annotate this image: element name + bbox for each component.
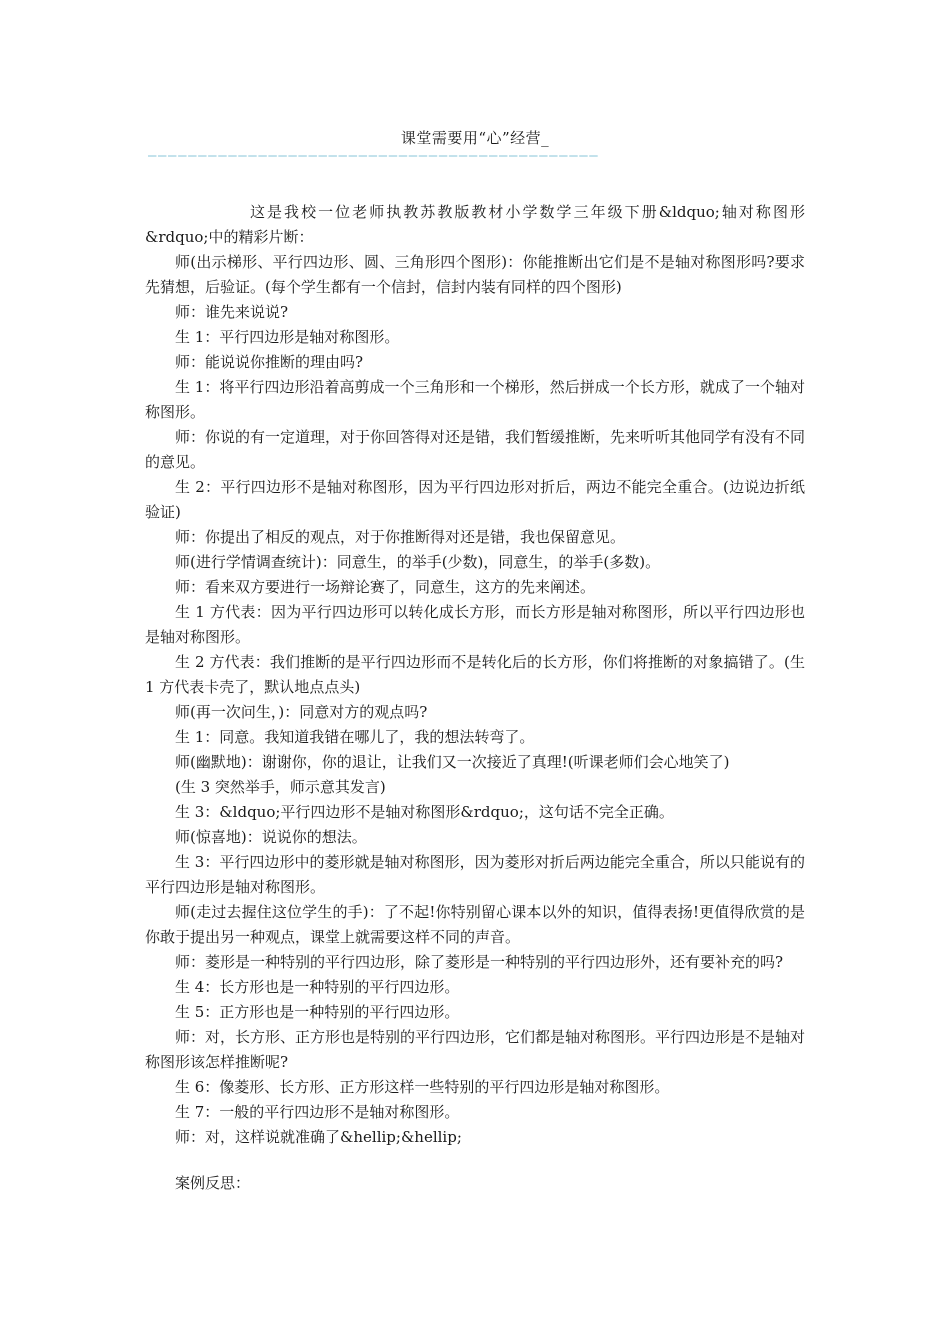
title-underline: ————————————————————————————————————————————— (148, 150, 600, 162)
paragraph: 师：你提出了相反的观点，对于你推断得对还是错，我也保留意见。 (175, 528, 626, 546)
paragraph: 生 2 方代表：我们推断的是平行四边形而不是转化后的长方形，你们将推断的对象搞错了。(生 1 方代表卡壳了，默认地点点头) (145, 653, 805, 696)
paragraph: 师(进行学情调查统计)：同意生，的举手(少数)，同意生，的举手(多数)。 (175, 553, 661, 571)
paragraph: 师：能说说你推断的理由吗? (175, 353, 364, 371)
document-body (145, 200, 805, 1196)
paragraph: 师：谁先来说说? (175, 303, 289, 321)
paragraph: 生 1：平行四边形是轴对称图形。 (175, 328, 400, 346)
paragraph: 师：你说的有一定道理，对于你回答得对还是错，我们暂缓推断，先来听听其他同学有没有不同的意见。 (145, 428, 806, 471)
paragraph: 生 3：&ldquo;平行四边形不是轴对称图形&rdquo;，这句话不完全正确。 (175, 803, 674, 821)
paragraph: 师(再一次问生，)：同意对方的观点吗? (175, 703, 428, 721)
paragraph: 师(幽默地)：谢谢你，你的退让，让我们又一次接近了真理!(听课老师们会心地笑了) (175, 753, 730, 771)
paragraph: 师：看来双方要进行一场辩论赛了，同意生，这方的先来阐述。 (175, 578, 596, 596)
paragraph: 生 6：像菱形、长方形、正方形这样一些特别的平行四边形是轴对称图形。 (175, 1078, 670, 1096)
paragraph: 生 3：平行四边形中的菱形就是轴对称图形，因为菱形对折后两边能完全重合，所以只能说有的平行四边形是轴对称图形。 (145, 853, 805, 896)
page-title: 课堂需要用“心”经营_ (400, 129, 550, 147)
paragraph: 生 2：平行四边形不是轴对称图形，因为平行四边形对折后，两边不能完全重合。(边说边折纸验证) (145, 478, 805, 521)
paragraph: 师：对，这样说就准确了&hellip;&hellip; (175, 1128, 462, 1146)
paragraph: 生 7：一般的平行四边形不是轴对称图形。 (175, 1103, 460, 1121)
paragraph: 生 1 方代表：因为平行四边形可以转化成长方形，而长方形是轴对称图形，所以平行四边形也是轴对称图形。 (145, 603, 805, 646)
paragraph: 生 4：长方形也是一种特别的平行四边形。 (175, 978, 460, 996)
paragraph: 师：对，长方形、正方形也是特别的平行四边形，它们都是轴对称图形。平行四边形是不是轴对称图形该怎样推断呢? (145, 1028, 806, 1071)
paragraph: 师(出示梯形、平行四边形、圆、三角形四个图形)：你能推断出它们是不是轴对称图形吗?要求先猜想，后验证。(每个学生都有一个信封，信封内装有同样的四个图形) (145, 253, 805, 296)
paragraph: 师(走过去握住这位学生的手)：了不起!你特别留心课本以外的知识，值得表扬!更值得欣赏的是你敢于提出另一种观点，课堂上就需要这样不同的声音。 (145, 903, 805, 946)
paragraph: (生 3 突然举手，师示意其发言) (175, 778, 386, 796)
paragraph: 这是我校一位老师执教苏教版教材小学数学三年级下册&ldquo;轴对称图形&rdquo;中的精彩片断： (145, 203, 805, 246)
paragraph: 生 5：正方形也是一种特别的平行四边形。 (175, 1003, 460, 1021)
paragraph: 生 1：同意。我知道我错在哪儿了，我的想法转弯了。 (175, 728, 535, 746)
paragraph: 生 1：将平行四边形沿着高剪成一个三角形和一个梯形，然后拼成一个长方形，就成了一个轴对称图形。 (145, 378, 805, 421)
paragraph: 师：菱形是一种特别的平行四边形，除了菱形是一种特别的平行四边形外，还有要补充的吗? (175, 953, 784, 971)
paragraph: 师(惊喜地)：说说你的想法。 (175, 828, 367, 846)
section-heading: 案例反思： (175, 1174, 251, 1192)
